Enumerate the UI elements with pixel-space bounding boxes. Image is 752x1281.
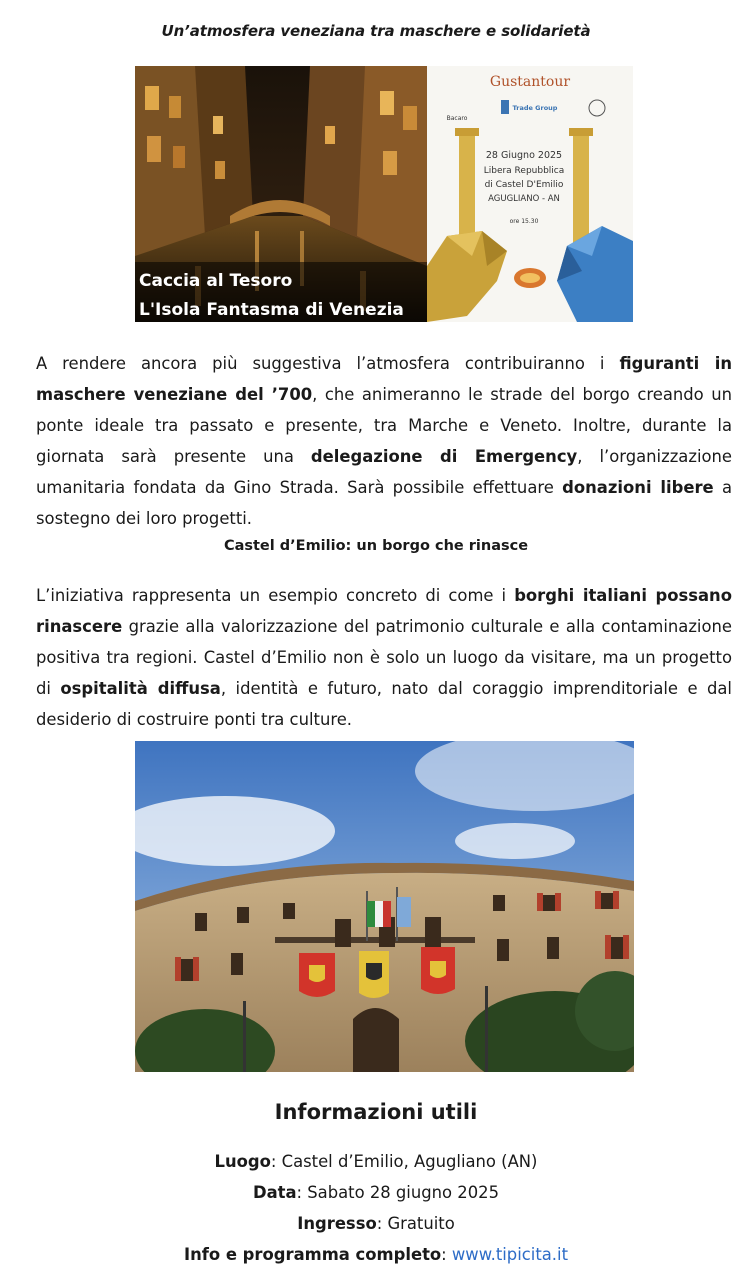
paragraph-borgo-rinasce	[36, 580, 732, 735]
flyer-date-line3: di Castel D'Emilio	[484, 180, 564, 190]
tipicita-link[interactable]: www.tipicita.it	[451, 1245, 568, 1264]
p2-bold-ospitalita: ospitalità diffusa	[60, 679, 221, 698]
info-luogo-label: Luogo	[214, 1152, 271, 1171]
castel-demilio-photo	[135, 741, 634, 1072]
info-ingresso	[0, 1213, 752, 1235]
venice-canal-illustration	[135, 66, 427, 322]
flyer-sponsor-1: Bacaro	[446, 115, 468, 122]
p2-text-2: grazie alla valorizzazione del patrimonio culturale e alla contaminazione positiva tra regioni. Castel d’Emilio non è solo un luogo da visitare, ma un progetto di	[36, 617, 732, 698]
event-poster-image	[135, 66, 633, 322]
p1-bold-emergency: delegazione di Emergency	[310, 447, 578, 466]
flyer-date-line4: AGUGLIANO - AN	[488, 194, 560, 204]
p2-text-1: L’iniziativa rappresenta un esempio concreto di come i	[36, 586, 515, 605]
p1-text-1: A rendere ancora più suggestiva l’atmosfera contribuiranno i	[36, 354, 620, 373]
flyer-date-line2: Libera Repubblica	[483, 166, 565, 176]
article-subtitle: Un’atmosfera veneziana tra maschere e solidarietà	[161, 22, 591, 40]
p1-bold-figuranti: figuranti in maschere veneziane del ’700	[36, 354, 732, 404]
info-programma-label: Info e programma completo	[183, 1245, 442, 1264]
event-flyer-image	[427, 66, 633, 322]
info-section-title: Informazioni utili	[274, 1100, 478, 1124]
info-ingresso-label: Ingresso	[297, 1214, 377, 1233]
info-programma	[0, 1244, 752, 1266]
p1-bold-donazioni: donazioni libere	[562, 478, 714, 497]
info-data-label: Data	[252, 1183, 297, 1202]
p1-text-3: , l’organizzazione umanitaria fondata da Gino Strada. Sarà possibile effettuare	[36, 447, 732, 497]
flyer-sponsor-2: Trade Group	[512, 104, 558, 112]
flyer-brand: Gustantour	[489, 74, 571, 90]
flyer-time: ore 15.30	[509, 218, 539, 225]
info-programma-sep: :	[441, 1245, 452, 1264]
info-ingresso-value: : Gratuito	[376, 1214, 455, 1233]
flyer-date-line1: 28 Giugno 2025	[485, 150, 563, 161]
castle-building-illustration	[135, 741, 634, 1072]
section-heading-borgo: Castel d’Emilio: un borgo che rinasce	[223, 538, 529, 554]
paragraph-masks-solidarity	[36, 348, 732, 534]
p2-text-3: , identità e futuro, nato dal coraggio imprenditoriale e dal desiderio di costruire ponti tra culture.	[36, 679, 732, 729]
info-luogo	[0, 1151, 752, 1173]
p1-text-4: a sostegno dei loro progetti.	[36, 478, 732, 528]
p1-text-2: , che animeranno le strade del borgo creando un ponte ideale tra passato e presente, tra Marche e Veneto. Inoltre, durante la giornata sarà presente una	[36, 385, 732, 466]
info-data	[0, 1182, 752, 1204]
poster-caption-line1: Caccia al Tesoro	[139, 271, 293, 291]
info-luogo-value: : Castel d’Emilio, Agugliano (AN)	[270, 1152, 538, 1171]
p2-bold-borghi: borghi italiani possano rinascere	[36, 586, 732, 636]
venice-canal-image	[135, 66, 427, 322]
event-flyer-illustration	[427, 66, 633, 322]
poster-caption-line2: L'Isola Fantasma di Venezia	[139, 300, 404, 320]
info-data-value: : Sabato 28 giugno 2025	[296, 1183, 499, 1202]
